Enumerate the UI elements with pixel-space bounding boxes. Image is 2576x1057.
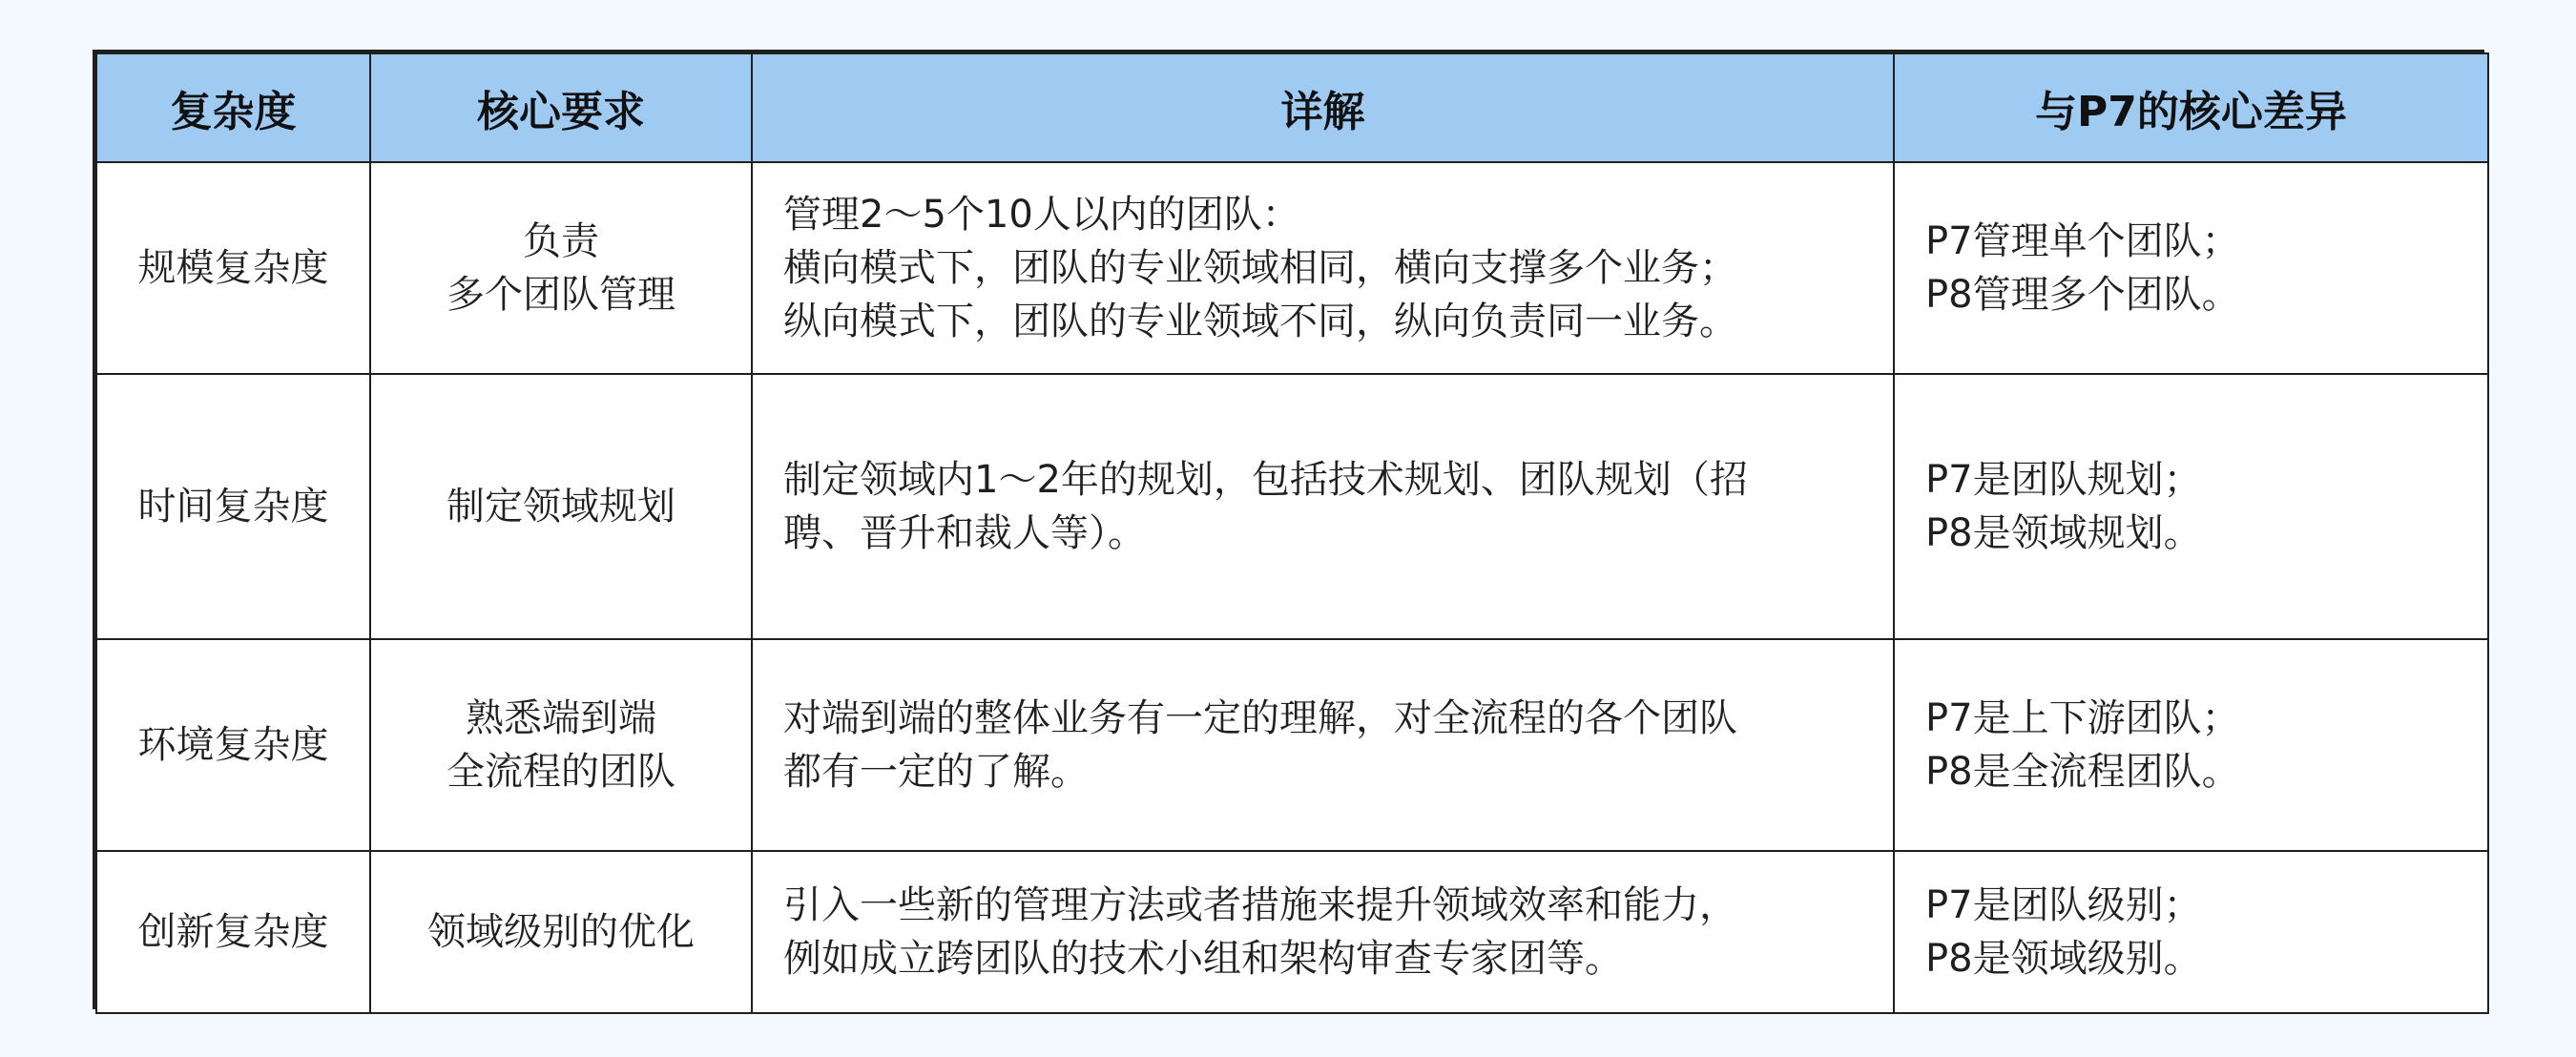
- complexity-cell: [96, 374, 370, 639]
- detail-line: 引入一些新的管理方法或者措施来提升领域效率和能力，: [783, 883, 1737, 927]
- requirement-line: 全流程的团队: [447, 750, 675, 794]
- table-header: [96, 53, 2488, 162]
- detail-line: 聘、晋升和裁人等）。: [783, 511, 1146, 555]
- requirement-line: 领域级别的优化: [427, 910, 695, 954]
- difference-line: P8是全流程团队。: [1925, 750, 2240, 794]
- detail-cell: [752, 639, 1894, 851]
- table-row: [96, 639, 2488, 851]
- difference-line: P7是团队级别；: [1925, 883, 2202, 927]
- detail-cell: [752, 374, 1894, 639]
- requirement-cell: [370, 162, 752, 374]
- requirement-cell: [370, 639, 752, 851]
- header-core-requirement: 核心要求: [370, 53, 752, 162]
- table-body: [96, 162, 2488, 1013]
- detail-line: 例如成立跨团队的技术小组和架构审查专家团等。: [783, 937, 1623, 981]
- detail-cell: [752, 162, 1894, 374]
- detail-line: 横向模式下，团队的专业领域相同，横向支撑多个业务；: [783, 246, 1737, 290]
- table-row: [96, 851, 2488, 1013]
- detail-line: 制定领域内1～2年的规划，包括技术规划、团队规划（招: [783, 458, 1748, 502]
- comparison-table: [95, 52, 2489, 1014]
- complexity-cell: [96, 162, 370, 374]
- complexity-label: 环境复杂度: [137, 723, 329, 767]
- requirement-cell: [370, 851, 752, 1013]
- complexity-table: [93, 50, 2484, 1009]
- difference-cell: [1894, 162, 2488, 374]
- difference-line: P7是团队规划；: [1925, 458, 2202, 502]
- difference-line: P8管理多个团队。: [1925, 273, 2240, 317]
- difference-cell: [1894, 851, 2488, 1013]
- header-difference-from-p7: 与P7的核心差异: [1894, 53, 2488, 162]
- complexity-label: 创新复杂度: [137, 910, 329, 954]
- difference-line: P8是领域规划。: [1925, 511, 2202, 555]
- table-row: [96, 162, 2488, 374]
- requirement-cell: [370, 374, 752, 639]
- requirement-line: 熟悉端到端: [466, 696, 656, 740]
- detail-line: 都有一定的了解。: [783, 750, 1089, 794]
- difference-cell: [1894, 374, 2488, 639]
- complexity-cell: [96, 639, 370, 851]
- header-complexity: 复杂度: [96, 53, 370, 162]
- header-detail: 详解: [752, 53, 1894, 162]
- header-row: [96, 53, 2488, 162]
- difference-line: P8是领域级别。: [1925, 937, 2202, 981]
- complexity-label: 时间复杂度: [137, 485, 329, 528]
- complexity-cell: [96, 851, 370, 1013]
- difference-line: P7管理单个团队；: [1925, 219, 2240, 263]
- difference-line: P7是上下游团队；: [1925, 696, 2240, 740]
- requirement-line: 负责: [523, 219, 599, 263]
- detail-cell: [752, 851, 1894, 1013]
- complexity-label: 规模复杂度: [137, 246, 329, 290]
- detail-line: 纵向模式下，团队的专业领域不同，纵向负责同一业务。: [783, 300, 1737, 343]
- detail-line: 管理2～5个10人以内的团队：: [783, 193, 1300, 237]
- detail-line: 对端到端的整体业务有一定的理解，对全流程的各个团队: [783, 696, 1737, 740]
- table-row: [96, 374, 2488, 639]
- difference-cell: [1894, 639, 2488, 851]
- requirement-line: 制定领域规划: [447, 485, 675, 528]
- requirement-line: 多个团队管理: [447, 273, 675, 317]
